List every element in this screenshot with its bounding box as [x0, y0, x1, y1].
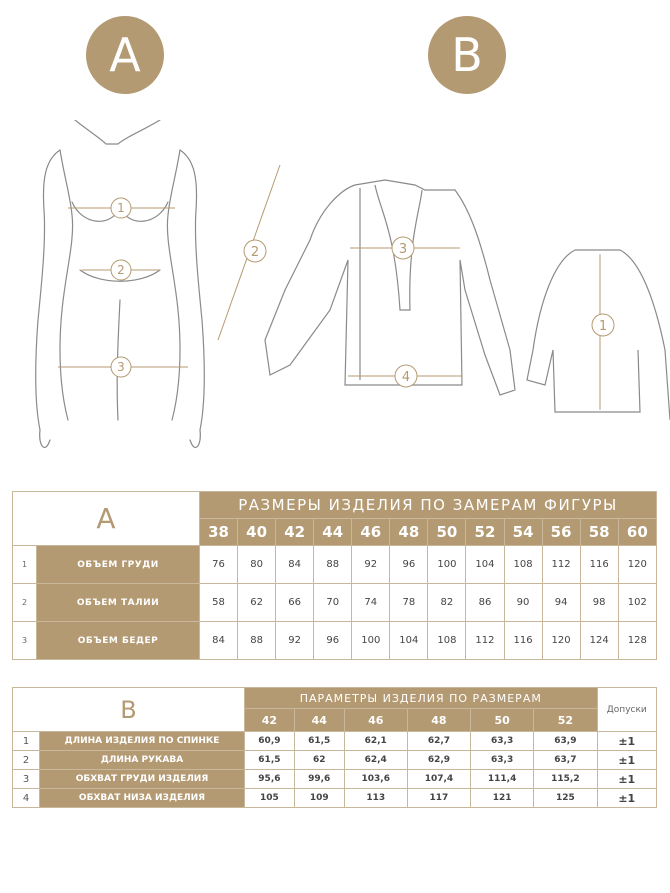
size-header: 54 — [504, 519, 542, 546]
table-cell: 107,4 — [407, 770, 470, 789]
tolerance-cell: ±1 — [597, 789, 656, 808]
table-row — [13, 751, 657, 770]
table-cell: 108 — [504, 546, 542, 584]
marker-chest: 1 — [117, 201, 125, 215]
table-cell: 63,3 — [471, 732, 534, 751]
table-cell: 96 — [390, 546, 428, 584]
table-cell: 116 — [580, 546, 618, 584]
size-header: 52 — [466, 519, 504, 546]
table-row — [13, 584, 657, 622]
table-cell: 105 — [245, 789, 295, 808]
row-number: 2 — [13, 584, 37, 622]
size-header: 44 — [294, 709, 344, 732]
marker-back-length: 1 — [598, 319, 608, 334]
table-cell: 121 — [471, 789, 534, 808]
size-header: 44 — [314, 519, 352, 546]
table-cell: 63,3 — [471, 751, 534, 770]
size-header: 46 — [352, 519, 390, 546]
table-cell: 109 — [294, 789, 344, 808]
tolerance-cell: ±1 — [597, 732, 656, 751]
size-header: 48 — [407, 709, 470, 732]
table-cell: 84 — [276, 546, 314, 584]
row-label: ОБХВАТ ГРУДИ ИЗДЕЛИЯ — [40, 770, 245, 789]
table-cell: 62,7 — [407, 732, 470, 751]
row-number: 3 — [13, 622, 37, 660]
blouse-back-illustration — [525, 240, 670, 420]
table-cell: 82 — [428, 584, 466, 622]
table-row — [13, 732, 657, 751]
size-header: 40 — [238, 519, 276, 546]
row-label: ДЛИНА РУКАВА — [40, 751, 245, 770]
table-row — [13, 546, 657, 584]
table-cell: 98 — [580, 584, 618, 622]
marker-sleeve-length: 2 — [250, 245, 260, 260]
table-cell: 95,6 — [245, 770, 295, 789]
section-b-badge: B — [428, 16, 506, 94]
size-header: 50 — [471, 709, 534, 732]
size-header: 52 — [534, 709, 597, 732]
blouse-front-illustration — [210, 150, 550, 410]
table-cell: 100 — [352, 622, 390, 660]
garment-parameters-table — [12, 687, 657, 808]
table-a-letter: A — [13, 492, 200, 546]
table-cell: 103,6 — [344, 770, 407, 789]
table-cell: 111,4 — [471, 770, 534, 789]
table-cell: 102 — [618, 584, 656, 622]
table-cell: 120 — [542, 622, 580, 660]
table-row — [13, 622, 657, 660]
table-cell: 108 — [428, 622, 466, 660]
table-cell: 99,6 — [294, 770, 344, 789]
table-cell: 58 — [200, 584, 238, 622]
row-number: 3 — [13, 770, 40, 789]
row-number: 4 — [13, 789, 40, 808]
table-cell: 86 — [466, 584, 504, 622]
table-cell: 62 — [238, 584, 276, 622]
size-header: 38 — [200, 519, 238, 546]
table-cell: 112 — [466, 622, 504, 660]
table-cell: 84 — [200, 622, 238, 660]
table-cell: 62,9 — [407, 751, 470, 770]
table-cell: 112 — [542, 546, 580, 584]
row-number: 2 — [13, 751, 40, 770]
table-cell: 115,2 — [534, 770, 597, 789]
table-row — [13, 770, 657, 789]
row-label: ОБЪЕМ БЕДЕР — [37, 622, 200, 660]
table-cell: 117 — [407, 789, 470, 808]
table-cell: 76 — [200, 546, 238, 584]
table-cell: 113 — [344, 789, 407, 808]
table-cell: 80 — [238, 546, 276, 584]
size-header: 56 — [542, 519, 580, 546]
row-number: 1 — [13, 546, 37, 584]
row-label: ОБХВАТ НИЗА ИЗДЕЛИЯ — [40, 789, 245, 808]
table-cell: 96 — [314, 622, 352, 660]
table-cell: 125 — [534, 789, 597, 808]
row-label: ОБЪЕМ ГРУДИ — [37, 546, 200, 584]
table-cell: 74 — [352, 584, 390, 622]
row-label: ДЛИНА ИЗДЕЛИЯ ПО СПИНКЕ — [40, 732, 245, 751]
table-cell: 94 — [542, 584, 580, 622]
size-header: 60 — [618, 519, 656, 546]
table-cell: 128 — [618, 622, 656, 660]
table-cell: 88 — [238, 622, 276, 660]
marker-hem-girth: 4 — [401, 370, 411, 385]
table-cell: 104 — [466, 546, 504, 584]
table-b-letter: B — [13, 688, 245, 732]
table-cell: 63,7 — [534, 751, 597, 770]
marker-chest-girth: 3 — [398, 242, 408, 257]
table-cell: 70 — [314, 584, 352, 622]
size-header: 42 — [276, 519, 314, 546]
table-cell: 63,9 — [534, 732, 597, 751]
tolerance-cell: ±1 — [597, 751, 656, 770]
section-a-badge: A — [86, 16, 164, 94]
tolerance-cell: ±1 — [597, 770, 656, 789]
table-a-title: РАЗМЕРЫ ИЗДЕЛИЯ ПО ЗАМЕРАМ ФИГУРЫ — [200, 492, 657, 519]
table-cell: 61,5 — [245, 751, 295, 770]
size-header: 48 — [390, 519, 428, 546]
marker-waist: 2 — [117, 263, 125, 277]
row-label: ОБЪЕМ ТАЛИИ — [37, 584, 200, 622]
size-header: 50 — [428, 519, 466, 546]
table-cell: 120 — [618, 546, 656, 584]
table-cell: 88 — [314, 546, 352, 584]
table-row — [13, 789, 657, 808]
size-header: 46 — [344, 709, 407, 732]
table-cell: 61,5 — [294, 732, 344, 751]
tolerance-header: Допуски — [597, 688, 656, 732]
body-figure-illustration — [20, 120, 220, 470]
figure-measurements-table — [12, 491, 657, 660]
size-header: 58 — [580, 519, 618, 546]
table-cell: 92 — [352, 546, 390, 584]
table-b-title: ПАРАМЕТРЫ ИЗДЕЛИЯ ПО РАЗМЕРАМ — [245, 688, 598, 709]
table-cell: 92 — [276, 622, 314, 660]
table-cell: 62,4 — [344, 751, 407, 770]
table-cell: 90 — [504, 584, 542, 622]
table-cell: 60,9 — [245, 732, 295, 751]
row-number: 1 — [13, 732, 40, 751]
table-cell: 62 — [294, 751, 344, 770]
size-header: 42 — [245, 709, 295, 732]
table-cell: 100 — [428, 546, 466, 584]
marker-hips: 3 — [117, 360, 125, 374]
table-cell: 116 — [504, 622, 542, 660]
table-cell: 124 — [580, 622, 618, 660]
table-cell: 62,1 — [344, 732, 407, 751]
table-cell: 78 — [390, 584, 428, 622]
table-cell: 104 — [390, 622, 428, 660]
table-cell: 66 — [276, 584, 314, 622]
